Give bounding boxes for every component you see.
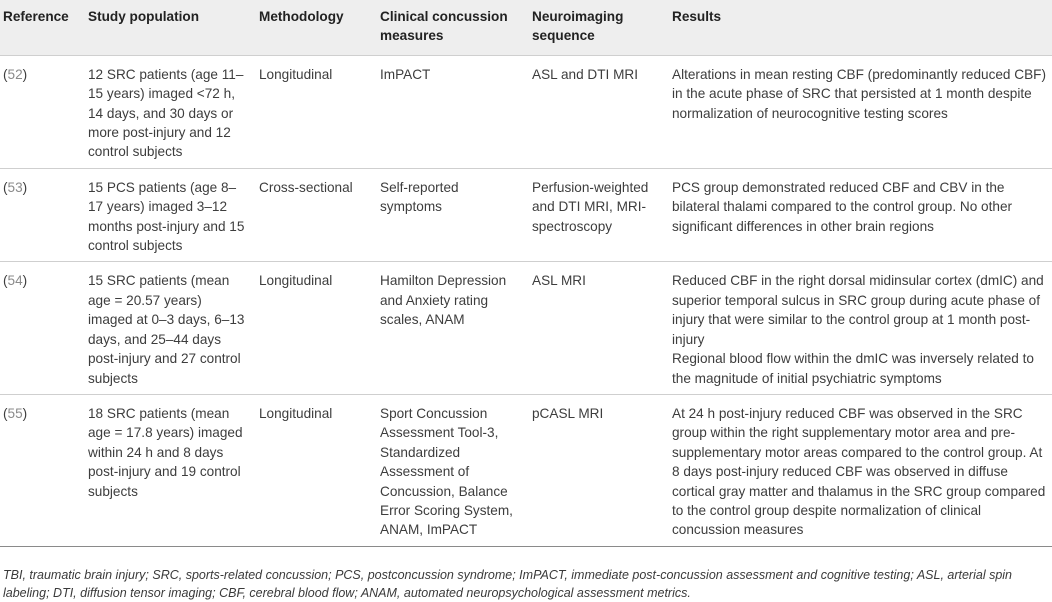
reference-close-paren: ) bbox=[22, 179, 28, 195]
cell-reference bbox=[0, 394, 85, 546]
cell-reference bbox=[0, 168, 85, 262]
cell-results bbox=[669, 262, 1052, 394]
reference-link[interactable]: 53 bbox=[7, 179, 23, 195]
cell-methodology: Longitudinal bbox=[259, 405, 333, 421]
header-reference: Reference bbox=[3, 9, 69, 24]
results-paragraph: At 24 h post-injury reduced CBF was observed in the SRC group within the right supplementary motor area and pre-supplementary motor areas compared to the control group. At 8 days post-injury reduced CBF was observed in diffuse cortical gray matter and thalamus in the SRC group compared to the control group despite normalization of clinical concussion measures bbox=[672, 405, 1046, 538]
reference-open-paren: ( bbox=[3, 66, 8, 82]
cell-methodology: Longitudinal bbox=[259, 66, 333, 82]
cell-neuroimaging: ASL MRI bbox=[532, 273, 586, 289]
table-row bbox=[0, 55, 1052, 168]
reference-open-paren: ( bbox=[3, 273, 8, 289]
table-row bbox=[0, 262, 1052, 394]
cell-study-population: 18 SRC patients (mean age = 17.8 years) imaged within 24 h and 8 days post-injury and 19 control subjects bbox=[88, 405, 243, 499]
reference-open-paren: ( bbox=[3, 179, 8, 195]
cell-results bbox=[669, 55, 1052, 168]
cell-study-population: 15 PCS patients (age 8–17 years) imaged 3–12 months post-injury and 15 control subjects bbox=[88, 179, 245, 254]
cell-methodology: Longitudinal bbox=[259, 273, 333, 289]
cell-neuroimaging: pCASL MRI bbox=[532, 405, 604, 421]
cell-reference bbox=[0, 262, 85, 394]
reference-link[interactable]: 55 bbox=[7, 405, 23, 421]
results-paragraph: PCS group demonstrated reduced CBF and CBV in the bilateral thalami compared to the control group. No other significant differences in other brain regions bbox=[672, 179, 1013, 234]
reference-close-paren: ) bbox=[22, 273, 28, 289]
results-paragraph: Alterations in mean resting CBF (predominantly reduced CBF) in the acute phase of SRC that persisted at 1 month despite normalization of neurocognitive testing scores bbox=[672, 66, 1046, 121]
cell-reference bbox=[0, 55, 85, 168]
results-paragraph: Regional blood flow within the dmIC was inversely related to the magnitude of initial psychiatric symptoms bbox=[672, 351, 1034, 386]
header-clinical-measures: Clinical concussion measures bbox=[380, 9, 508, 44]
cell-clinical-measures: Sport Concussion Assessment Tool-3, Standardized Assessment of Concussion, Balance Error Scoring System, ANAM, ImPACT bbox=[380, 405, 513, 538]
results-paragraph: Reduced CBF in the right dorsal midinsular cortex (dmIC) and superior temporal sulcus in SRC group during acute phase of injury that were similar to the control group at 1 month post-injury bbox=[672, 273, 1044, 347]
cell-clinical-measures: Hamilton Depression and Anxiety rating scales, ANAM bbox=[380, 273, 507, 328]
header-study-population: Study population bbox=[88, 9, 200, 24]
reference-link[interactable]: 52 bbox=[7, 66, 23, 82]
header-results: Results bbox=[672, 9, 722, 24]
header-methodology: Methodology bbox=[259, 9, 344, 24]
reference-link[interactable]: 54 bbox=[7, 273, 23, 289]
reference-close-paren: ) bbox=[22, 66, 28, 82]
cell-results bbox=[669, 394, 1052, 546]
cell-clinical-measures: Self-reported symptoms bbox=[380, 179, 459, 215]
cell-neuroimaging: ASL and DTI MRI bbox=[532, 66, 639, 82]
cell-study-population: 12 SRC patients (age 11–15 years) imaged <72 h, 14 days, and 30 days or more post-injury and 12 control subjects bbox=[88, 66, 244, 160]
cell-results bbox=[669, 168, 1052, 262]
table-row bbox=[0, 394, 1052, 546]
table-row bbox=[0, 168, 1052, 262]
header-neuroimaging: Neuroimaging sequence bbox=[532, 9, 624, 44]
cell-neuroimaging: Perfusion-weighted and DTI MRI, MRI-spectroscopy bbox=[532, 179, 649, 234]
table-header-row bbox=[0, 0, 1052, 55]
cell-clinical-measures: ImPACT bbox=[380, 66, 431, 82]
cell-study-population: 15 SRC patients (mean age = 20.57 years) imaged at 0–3 days, 6–13 days, and 25–44 days post-injury and 27 control subjects bbox=[88, 273, 245, 386]
table-body bbox=[0, 55, 1052, 546]
table-footnote: TBI, traumatic brain injury; SRC, sports-related concussion; PCS, postconcussion syndrome; ImPACT, immediate post-concussion assessment and cognitive testing; ASL, arterial spin labeling; DTI, diffusion tensor imaging; CBF, cerebral blood flow; ANAM, automated neuropsychological assessment metrics. bbox=[3, 568, 1013, 600]
reference-close-paren: ) bbox=[22, 405, 28, 421]
cell-methodology: Cross-sectional bbox=[259, 179, 353, 195]
reference-open-paren: ( bbox=[3, 405, 8, 421]
